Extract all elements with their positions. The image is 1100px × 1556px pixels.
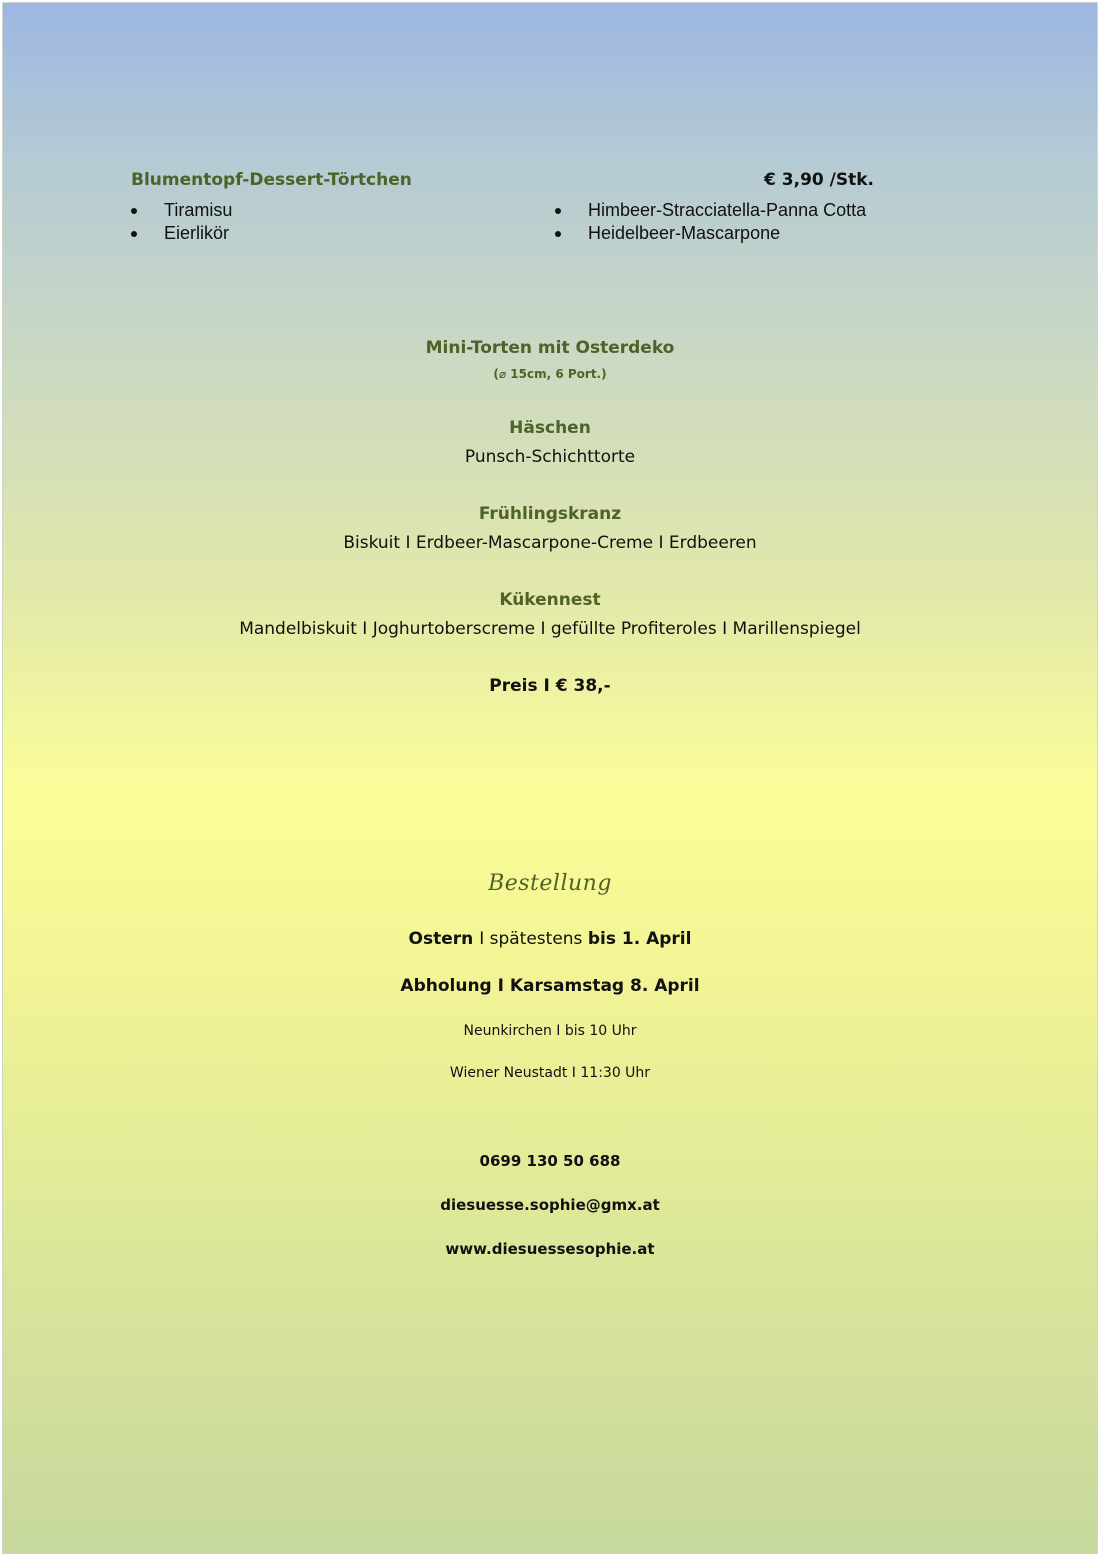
list-item: Eierlikör [131, 222, 232, 245]
list-item: Tiramisu [131, 199, 232, 222]
item-name-haeschen: Häschen [509, 418, 591, 438]
list-item: Himbeer-Stracciatella-Panna Cotta [555, 199, 866, 222]
location-neunkirchen: Neunkirchen I bis 10 Uhr [463, 1023, 637, 1039]
flyer-page [3, 3, 1097, 1553]
list-item: Heidelbeer-Mascarpone [555, 222, 866, 245]
item-desc-fruehlingskranz: Biskuit I Erdbeer-Mascarpone-Creme I Erdbeeren [343, 533, 757, 553]
blumentopf-list-right [555, 199, 866, 245]
ostern-label: Ostern [408, 929, 480, 949]
ostern-date: bis 1. April [587, 929, 692, 949]
item-desc-haeschen: Punsch-Schichttorte [464, 447, 636, 467]
item-name-fruehlingskranz: Frühlingskranz [478, 504, 622, 524]
item-desc-kuekennest: Mandelbiskuit I Joghurtoberscreme I gefüllte Profiteroles I Marillenspiegel [239, 619, 861, 639]
contact-phone[interactable]: 0699 130 50 688 [479, 1152, 621, 1170]
blumentopf-price: € 3,90 /Stk. [764, 170, 874, 190]
mini-torten-price: Preis I € 38,- [489, 676, 611, 696]
contact-email[interactable]: diesuesse.sophie@gmx.at [440, 1196, 660, 1214]
mini-torten-size-note: (⌀ 15cm, 6 Port.) [493, 367, 607, 381]
mini-torten-title: Mini-Torten mit Osterdeko [425, 338, 675, 358]
location-wiener-neustadt: Wiener Neustadt I 11:30 Uhr [449, 1065, 651, 1081]
bestellung-heading: Bestellung [488, 871, 612, 896]
blumentopf-list-left [131, 199, 232, 245]
ostern-separator: I [479, 929, 485, 949]
ostern-deadline [3, 929, 1097, 949]
ostern-middle: spätestens [484, 929, 588, 949]
contact-website[interactable]: www.diesuessesophie.at [445, 1240, 655, 1258]
item-name-kuekennest: Kükennest [499, 590, 601, 610]
abholung-info: Abholung I Karsamstag 8. April [400, 976, 700, 996]
blumentopf-title: Blumentopf-Dessert-Törtchen [131, 170, 412, 190]
